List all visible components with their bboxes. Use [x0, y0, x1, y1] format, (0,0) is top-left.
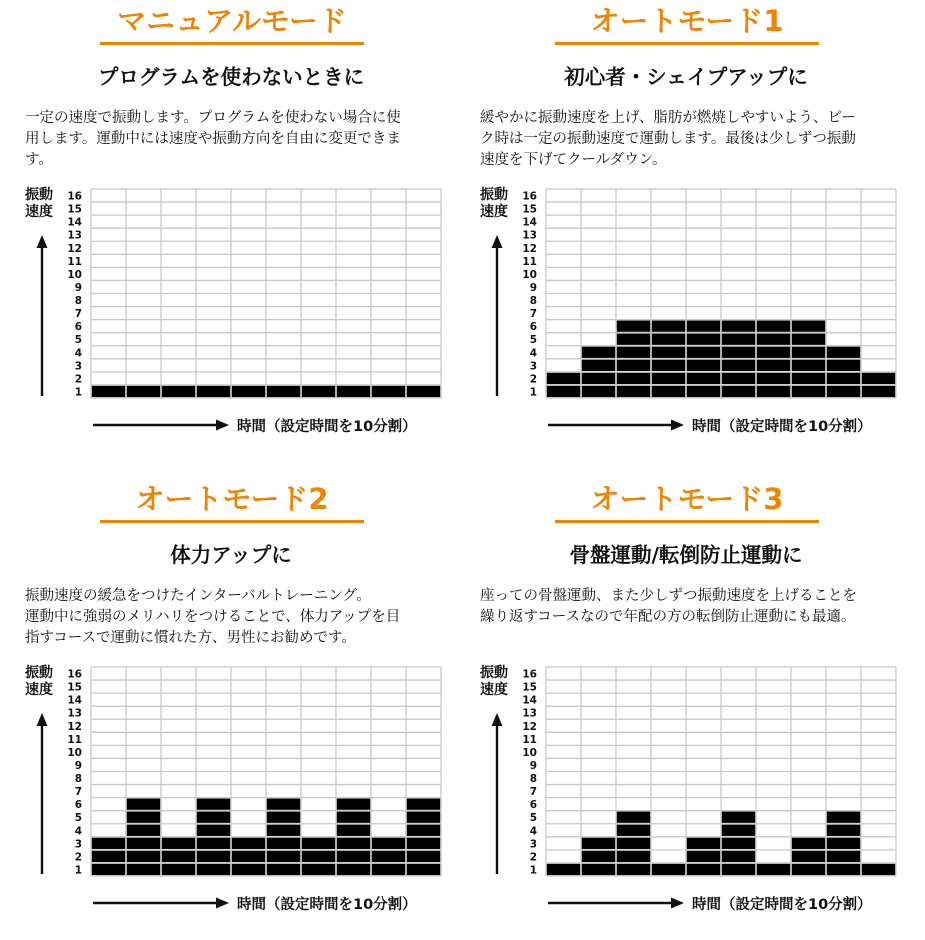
bar-cell [547, 373, 580, 384]
x-axis-label: 時間（設定時間を10分割） [237, 419, 417, 435]
bar-cell [127, 799, 160, 810]
bar-cell [687, 838, 720, 849]
mode-title: オートモード1 [555, 2, 819, 45]
bar-cell [92, 838, 125, 849]
bar-cell [687, 334, 720, 345]
y-tick-label: 13 [67, 707, 82, 720]
bar-cell [827, 386, 860, 397]
y-tick-label: 11 [522, 255, 537, 268]
y-tick-label: 15 [522, 681, 537, 694]
bar-cell [302, 851, 335, 862]
bar-cell [582, 360, 615, 371]
bar [687, 838, 720, 875]
bar-cell [407, 851, 440, 862]
bar-cell [792, 334, 825, 345]
bar-cell [792, 864, 825, 875]
chart-manual-mode [0, 0, 462, 462]
y-tick-label: 13 [67, 229, 82, 242]
bar-cell [792, 838, 825, 849]
bar-cell [407, 386, 440, 397]
bar-cell [862, 864, 895, 875]
bar-cell [407, 838, 440, 849]
bar-cell [267, 386, 300, 397]
bar-cell [197, 812, 230, 823]
bar-cell [197, 864, 230, 875]
bar-cell [582, 373, 615, 384]
y-tick-label: 12 [522, 720, 537, 733]
y-tick-label: 10 [522, 268, 537, 281]
y-tick-label: 10 [67, 268, 82, 281]
bar-cell [617, 812, 650, 823]
y-tick-label: 9 [74, 281, 82, 294]
bar [862, 864, 895, 875]
bar-cell [652, 864, 685, 875]
y-tick-label: 4 [74, 825, 82, 838]
bar-cell [372, 386, 405, 397]
bar-cell [722, 851, 755, 862]
panel-manual-mode [0, 0, 462, 462]
bar [827, 812, 860, 876]
y-tick-label: 16 [522, 190, 537, 203]
panel-auto-mode-2 [0, 478, 462, 940]
bar-cell [92, 851, 125, 862]
bar-cell [792, 851, 825, 862]
bar-cell [162, 864, 195, 875]
bar-cell [757, 360, 790, 371]
bar-cell [92, 386, 125, 397]
y-tick-label: 1 [529, 864, 537, 877]
bar-cell [372, 864, 405, 875]
bar-cell [232, 851, 265, 862]
bar [372, 386, 405, 397]
bar-cell [827, 347, 860, 358]
y-tick-label: 5 [74, 334, 82, 347]
mode-description: 振動速度の緩急をつけたインターバルトレーニング。 運動中に強弱のメリハリをつけることで、体力アップを目 指すコースで運動に慣れた方、男性にお勧めです。 [25, 588, 401, 646]
bar-cell [547, 864, 580, 875]
bar-cell [792, 373, 825, 384]
bar-cell [862, 373, 895, 384]
bar [722, 812, 755, 876]
bar-cell [652, 373, 685, 384]
y-axis-label: 振動 速度 [25, 665, 53, 698]
y-tick-label: 5 [529, 812, 537, 825]
mode-subtitle: プログラムを使わないときに [97, 65, 365, 89]
bar-cell [792, 360, 825, 371]
bar-cell [337, 864, 370, 875]
y-tick-label: 1 [74, 386, 82, 399]
bar-cell [92, 864, 125, 875]
y-tick-label: 2 [74, 851, 82, 864]
panel-auto-mode-1 [455, 0, 917, 462]
bar-cell [337, 799, 370, 810]
y-tick-label: 7 [529, 786, 537, 799]
bar-cell [652, 321, 685, 332]
bar-cell [337, 838, 370, 849]
bar-cell [827, 825, 860, 836]
y-axis-label: 振動 速度 [480, 665, 508, 698]
bar-cell [687, 321, 720, 332]
bar-cell [197, 386, 230, 397]
y-tick-label: 4 [529, 347, 537, 360]
chart-auto-mode-2 [0, 478, 462, 940]
mode-description: 緩やかに振動速度を上げ、脂肪が燃焼しやすいよう、ピー ク時は一定の振動速度で運動します。最後は少しずつ振動 速度を下げてクールダウン。 [480, 110, 856, 168]
y-tick-label: 6 [74, 799, 82, 812]
y-tick-label: 10 [67, 746, 82, 759]
y-tick-label: 2 [529, 373, 537, 386]
bar-cell [127, 812, 160, 823]
y-tick-label: 5 [529, 334, 537, 347]
bar [792, 838, 825, 875]
bar-cell [127, 838, 160, 849]
bar-cell [267, 799, 300, 810]
y-tick-label: 9 [529, 759, 537, 772]
bar [407, 386, 440, 397]
bar-cell [582, 851, 615, 862]
bar-cell [827, 864, 860, 875]
bar-cell [582, 864, 615, 875]
bar-cell [162, 851, 195, 862]
y-tick-label: 11 [67, 733, 82, 746]
bar-cell [162, 386, 195, 397]
y-tick-label: 7 [529, 308, 537, 321]
bar-cell [722, 825, 755, 836]
y-tick-label: 6 [74, 321, 82, 334]
bar-cell [757, 864, 790, 875]
bar-cell [687, 864, 720, 875]
bar-cell [722, 373, 755, 384]
bar-cell [687, 347, 720, 358]
y-tick-label: 6 [529, 799, 537, 812]
y-tick-label: 15 [67, 681, 82, 694]
bar-cell [617, 347, 650, 358]
bar-cell [862, 386, 895, 397]
y-tick-label: 9 [74, 759, 82, 772]
bar-cell [617, 386, 650, 397]
bar-cell [617, 321, 650, 332]
bar [652, 864, 685, 875]
y-tick-label: 1 [74, 864, 82, 877]
bar-cell [827, 838, 860, 849]
bar-cell [337, 812, 370, 823]
bar [372, 838, 405, 875]
bar-cell [267, 864, 300, 875]
bar-cell [372, 851, 405, 862]
bar [232, 386, 265, 397]
y-tick-label: 4 [74, 347, 82, 360]
bar [302, 386, 335, 397]
y-tick-label: 15 [67, 203, 82, 216]
chart-auto-mode-3 [455, 478, 917, 940]
y-tick-label: 14 [67, 694, 82, 707]
y-tick-label: 14 [522, 694, 537, 707]
bar-cell [617, 864, 650, 875]
bar-cell [232, 864, 265, 875]
bar-cell [722, 321, 755, 332]
y-axis-arrow-head [37, 235, 48, 248]
y-tick-label: 1 [529, 386, 537, 399]
bar-cell [127, 386, 160, 397]
bar-cell [267, 838, 300, 849]
bar-cell [197, 838, 230, 849]
x-axis-label: 時間（設定時間を10分割） [237, 897, 417, 913]
bar-cell [197, 825, 230, 836]
bar [617, 812, 650, 876]
mode-description: 座っての骨盤運動、また少しずつ振動速度を上げることを 繰り返すコースなので年配の方の転倒防止運動にも最適。 [480, 588, 857, 625]
bar-cell [337, 851, 370, 862]
panel-auto-mode-3 [455, 478, 917, 940]
bar-cell [687, 851, 720, 862]
bar-cell [127, 864, 160, 875]
bar-cell [687, 386, 720, 397]
y-tick-label: 3 [74, 838, 82, 851]
bar-cell [302, 838, 335, 849]
y-axis-arrow-head [492, 713, 503, 726]
y-tick-label: 5 [74, 812, 82, 825]
bar [92, 386, 125, 397]
bar-cell [652, 386, 685, 397]
bar-cell [127, 851, 160, 862]
bar-cell [127, 825, 160, 836]
bar-cell [582, 347, 615, 358]
bar-cell [337, 386, 370, 397]
y-tick-label: 9 [529, 281, 537, 294]
bar-cell [827, 812, 860, 823]
bar-cell [792, 321, 825, 332]
y-tick-label: 10 [522, 746, 537, 759]
y-tick-label: 16 [67, 190, 82, 203]
y-tick-label: 16 [522, 668, 537, 681]
x-axis-arrow-head [671, 898, 684, 909]
bar-cell [687, 373, 720, 384]
y-tick-label: 7 [74, 308, 82, 321]
mode-subtitle: 初心者・シェイプアップに [564, 65, 808, 89]
bar-cell [267, 851, 300, 862]
bar-cell [722, 812, 755, 823]
bar-cell [617, 851, 650, 862]
y-tick-label: 7 [74, 786, 82, 799]
y-tick-label: 14 [67, 216, 82, 229]
bar-cell [232, 386, 265, 397]
bar-cell [162, 838, 195, 849]
bar-cell [827, 851, 860, 862]
bar-cell [302, 386, 335, 397]
bar-cell [232, 838, 265, 849]
bar [162, 838, 195, 875]
bar-cell [617, 373, 650, 384]
bar-cell [407, 864, 440, 875]
bar-cell [827, 360, 860, 371]
y-tick-label: 2 [74, 373, 82, 386]
x-axis-label: 時間（設定時間を10分割） [692, 897, 872, 913]
x-axis-arrow-head [216, 898, 229, 909]
bar-cell [372, 838, 405, 849]
bar [302, 838, 335, 875]
y-tick-label: 8 [529, 773, 537, 786]
bar [547, 864, 580, 875]
bar-cell [792, 347, 825, 358]
mode-title: オートモード2 [100, 480, 364, 523]
bar-cell [652, 347, 685, 358]
y-tick-label: 11 [67, 255, 82, 268]
y-tick-label: 8 [74, 773, 82, 786]
bar-cell [617, 838, 650, 849]
y-tick-label: 12 [67, 720, 82, 733]
bar-cell [757, 386, 790, 397]
y-tick-label: 12 [522, 242, 537, 255]
bar-cell [617, 334, 650, 345]
bar-cell [722, 347, 755, 358]
bar [582, 838, 615, 875]
bar-cell [722, 386, 755, 397]
y-tick-label: 16 [67, 668, 82, 681]
bar-cell [197, 799, 230, 810]
bar-cell [267, 812, 300, 823]
bar-cell [722, 864, 755, 875]
bar-cell [407, 812, 440, 823]
y-axis-label: 振動 速度 [25, 187, 53, 220]
bar-cell [687, 360, 720, 371]
bar-cell [792, 386, 825, 397]
x-axis-arrow-head [216, 420, 229, 431]
y-tick-label: 3 [74, 360, 82, 373]
y-tick-label: 8 [74, 295, 82, 308]
y-tick-label: 15 [522, 203, 537, 216]
y-tick-label: 14 [522, 216, 537, 229]
y-tick-label: 11 [522, 733, 537, 746]
bar-cell [652, 360, 685, 371]
mode-title: オートモード3 [555, 480, 819, 523]
bar-cell [582, 838, 615, 849]
y-tick-label: 8 [529, 295, 537, 308]
mode-subtitle: 骨盤運動/転倒防止運動に [569, 543, 803, 567]
bar-cell [337, 825, 370, 836]
bar-cell [652, 334, 685, 345]
bar-cell [722, 838, 755, 849]
bar-cell [827, 373, 860, 384]
bar [267, 386, 300, 397]
bar [162, 386, 195, 397]
mode-title: マニュアルモード [100, 2, 364, 45]
bar [757, 864, 790, 875]
bar-cell [722, 360, 755, 371]
bar [337, 386, 370, 397]
y-tick-label: 4 [529, 825, 537, 838]
bar-cell [407, 825, 440, 836]
bar-cell [197, 851, 230, 862]
grid [91, 189, 441, 398]
mode-description: 一定の速度で振動します。プログラムを使わない場合に使 用します。運動中には速度や振動方向を自由に変更できま す。 [25, 110, 401, 168]
bar [197, 386, 230, 397]
y-tick-label: 3 [529, 838, 537, 851]
y-tick-label: 12 [67, 242, 82, 255]
x-axis-arrow-head [671, 420, 684, 431]
bar-cell [757, 334, 790, 345]
bar [232, 838, 265, 875]
bar-cell [582, 386, 615, 397]
bar [92, 838, 125, 875]
bar-cell [757, 373, 790, 384]
x-axis-label: 時間（設定時間を10分割） [692, 419, 872, 435]
bar-cell [547, 386, 580, 397]
bar-cell [722, 334, 755, 345]
y-axis-label: 振動 速度 [480, 187, 508, 220]
y-tick-label: 13 [522, 707, 537, 720]
bar-cell [617, 360, 650, 371]
bar-cell [757, 321, 790, 332]
y-axis-arrow-head [37, 713, 48, 726]
chart-auto-mode-1 [455, 0, 917, 462]
y-tick-label: 3 [529, 360, 537, 373]
bar-cell [757, 347, 790, 358]
mode-subtitle: 体力アップに [170, 543, 292, 567]
y-tick-label: 13 [522, 229, 537, 242]
bar-cell [302, 864, 335, 875]
y-axis-arrow-head [492, 235, 503, 248]
bar [127, 386, 160, 397]
bar-cell [617, 825, 650, 836]
bar-cell [407, 799, 440, 810]
y-tick-label: 6 [529, 321, 537, 334]
y-tick-label: 2 [529, 851, 537, 864]
bar-cell [267, 825, 300, 836]
